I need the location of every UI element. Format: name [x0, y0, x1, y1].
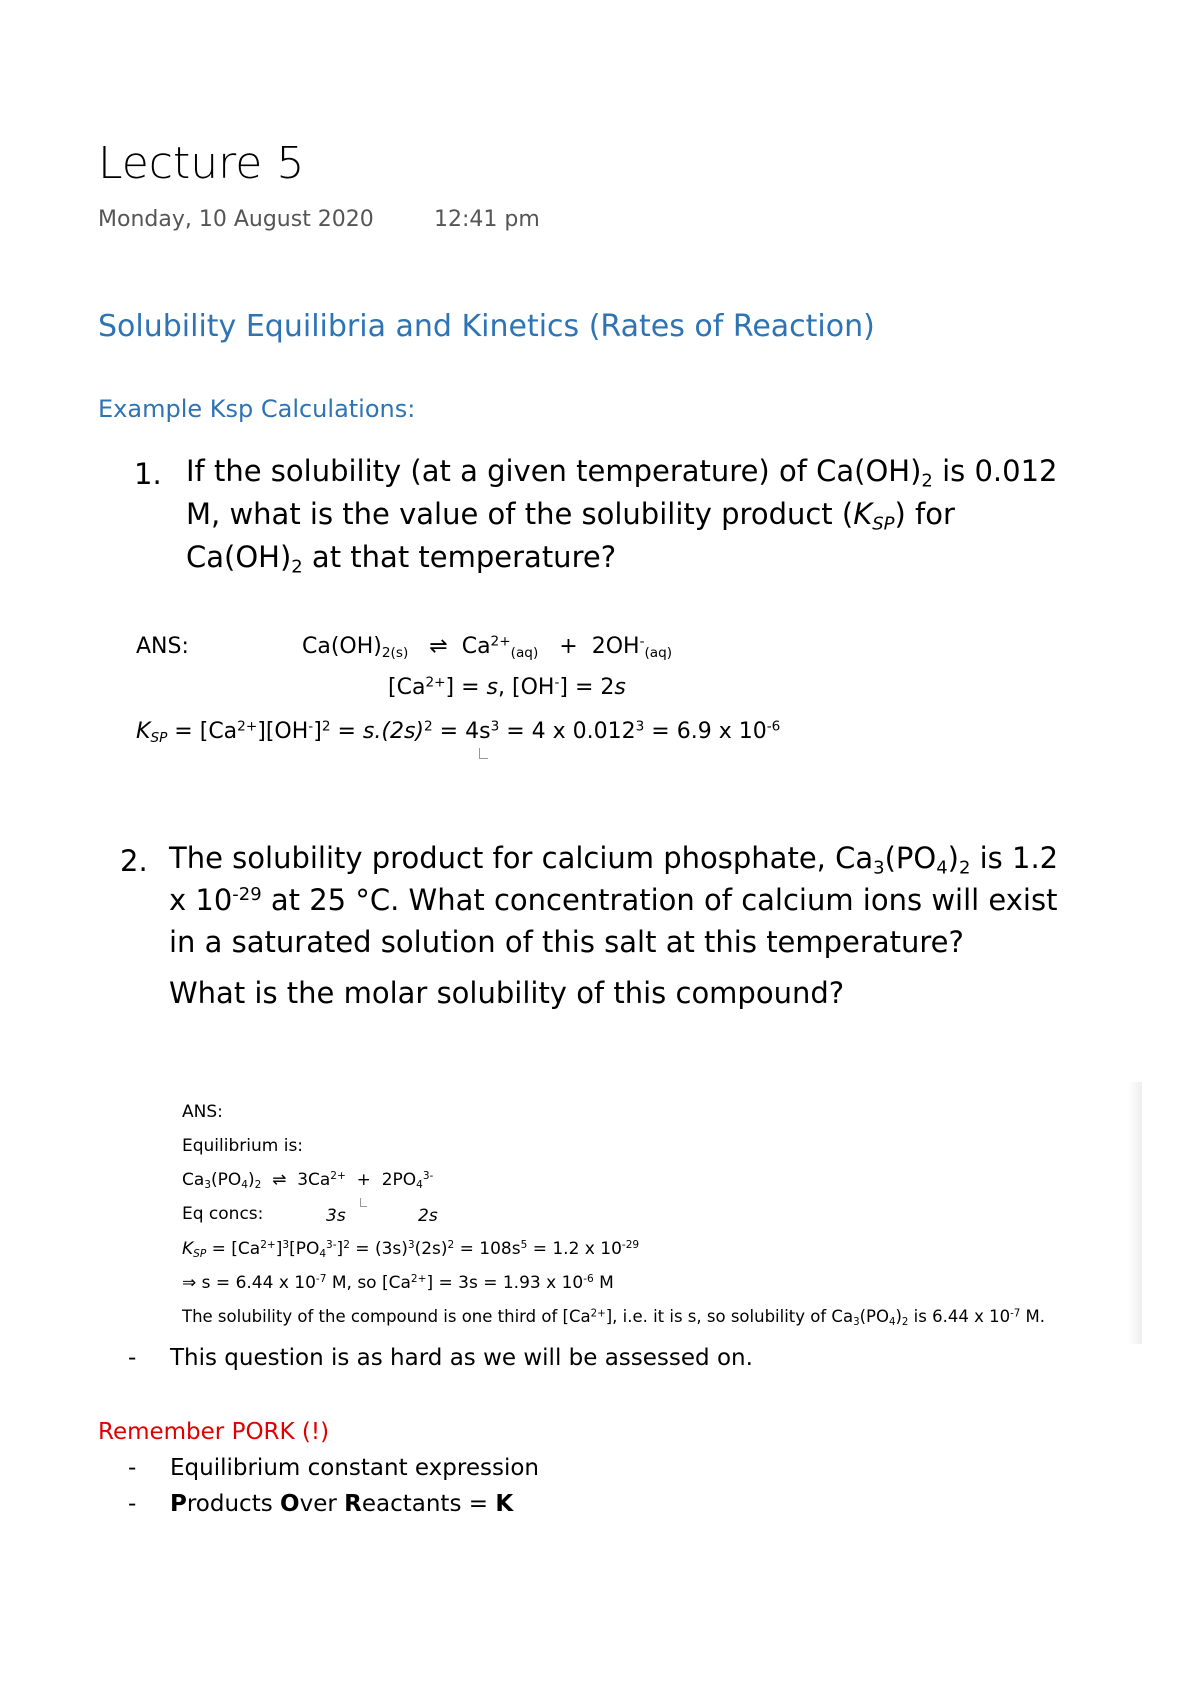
q2-ans-label: ANS:	[182, 1102, 223, 1122]
note-hard-question: This question is as hard as we will be assessed on.	[170, 1345, 753, 1371]
q2-eq-intro: Equilibrium is:	[182, 1136, 304, 1156]
q2-ksp-calculation: $K_{SP} = [Ca^{2+}]^3[PO_4^{3-}]^2 = (3s)^3(2s)^2 = 108s^5 = 1.2$ x $10^{-29}$	[182, 1239, 640, 1261]
section-heading: Solubility Equilibria and Kinetics (Rates of Reaction)	[98, 309, 875, 344]
q2-line3: in a saturated solution of this salt at this temperature?	[169, 925, 964, 959]
pork-item-equilibrium: Equilibrium constant expression	[170, 1455, 539, 1481]
q2-line2: x $10^{-29}$ at 25 °C. What concentration of calcium ions will exist	[169, 883, 1058, 917]
cursor-icon	[360, 1198, 367, 1207]
pork-item-acronym: Products Over Reactants = K	[170, 1491, 514, 1517]
bullet-dash: -	[128, 1455, 137, 1481]
q2-eq-concs-label: Eq concs:	[182, 1204, 264, 1224]
q1-equation: $Ca(OH)_{2(s)}$ ⇌ $Ca^{2+}_{(aq)}$ + $2OH^-_{(aq)}$	[302, 633, 673, 662]
q1-ksp-calculation: $K_{SP} = [Ca^{2+}][OH^-]^2 = s.(2s)^2 = 4s^3 = 4$ x $0.012^3 = 6.9$ x $10^{-6}$	[136, 718, 781, 747]
q1-number: 1.	[134, 457, 162, 491]
q2-solubility: ⇒ s = 6.44 x $10^{-7}$ M, so $[Ca^{2+}] = 3s = 1.93$ x $10^{-6}$ M	[182, 1273, 614, 1293]
bullet-dash: -	[128, 1491, 137, 1517]
page-time: 12:41 pm	[434, 207, 540, 232]
q1-line3: $Ca(OH)_2$ at that temperature?	[186, 540, 617, 578]
q2-final-statement: The solubility of the compound is one third of $[Ca^{2+}]$, i.e. it is s, so solubility of $Ca_3(PO_4)_2$ is 6.44 x $10^{-7}$ M.	[182, 1307, 1046, 1329]
q2-equation: $Ca_3(PO_4)_2$ ⇌ $3Ca^{2+} + 2PO_4^{3-}$	[182, 1170, 434, 1192]
cursor-icon	[479, 748, 488, 759]
q1-ans-label: ANS:	[136, 634, 189, 659]
q2-line1: The solubility product for calcium phosphate, $Ca_3(PO_4)_2$ is 1.2	[169, 841, 1059, 879]
panel-edge	[1128, 1082, 1142, 1344]
page-date: Monday, 10 August 2020	[98, 207, 374, 232]
q2-line4: What is the molar solubility of this compound?	[169, 976, 845, 1010]
pork-heading: Remember PORK (!)	[98, 1419, 330, 1445]
sub-heading: Example Ksp Calculations:	[98, 395, 416, 423]
q2-number: 2.	[120, 844, 148, 878]
q2-eq-conc-po4: 2s	[418, 1206, 438, 1226]
q2-eq-conc-ca: 3s	[326, 1206, 346, 1226]
q1-line2: M, what is the value of the solubility product $(K_{SP})$ for	[186, 497, 955, 535]
q1-concentrations: $[Ca^{2+}] = s$, [OH-] = 2s	[388, 674, 626, 700]
q1-line1: If the solubility (at a given temperature) of $Ca(OH)_2$ is 0.012	[186, 454, 1058, 492]
page-title: Lecture 5	[98, 138, 305, 189]
bullet-dash: -	[128, 1345, 137, 1371]
